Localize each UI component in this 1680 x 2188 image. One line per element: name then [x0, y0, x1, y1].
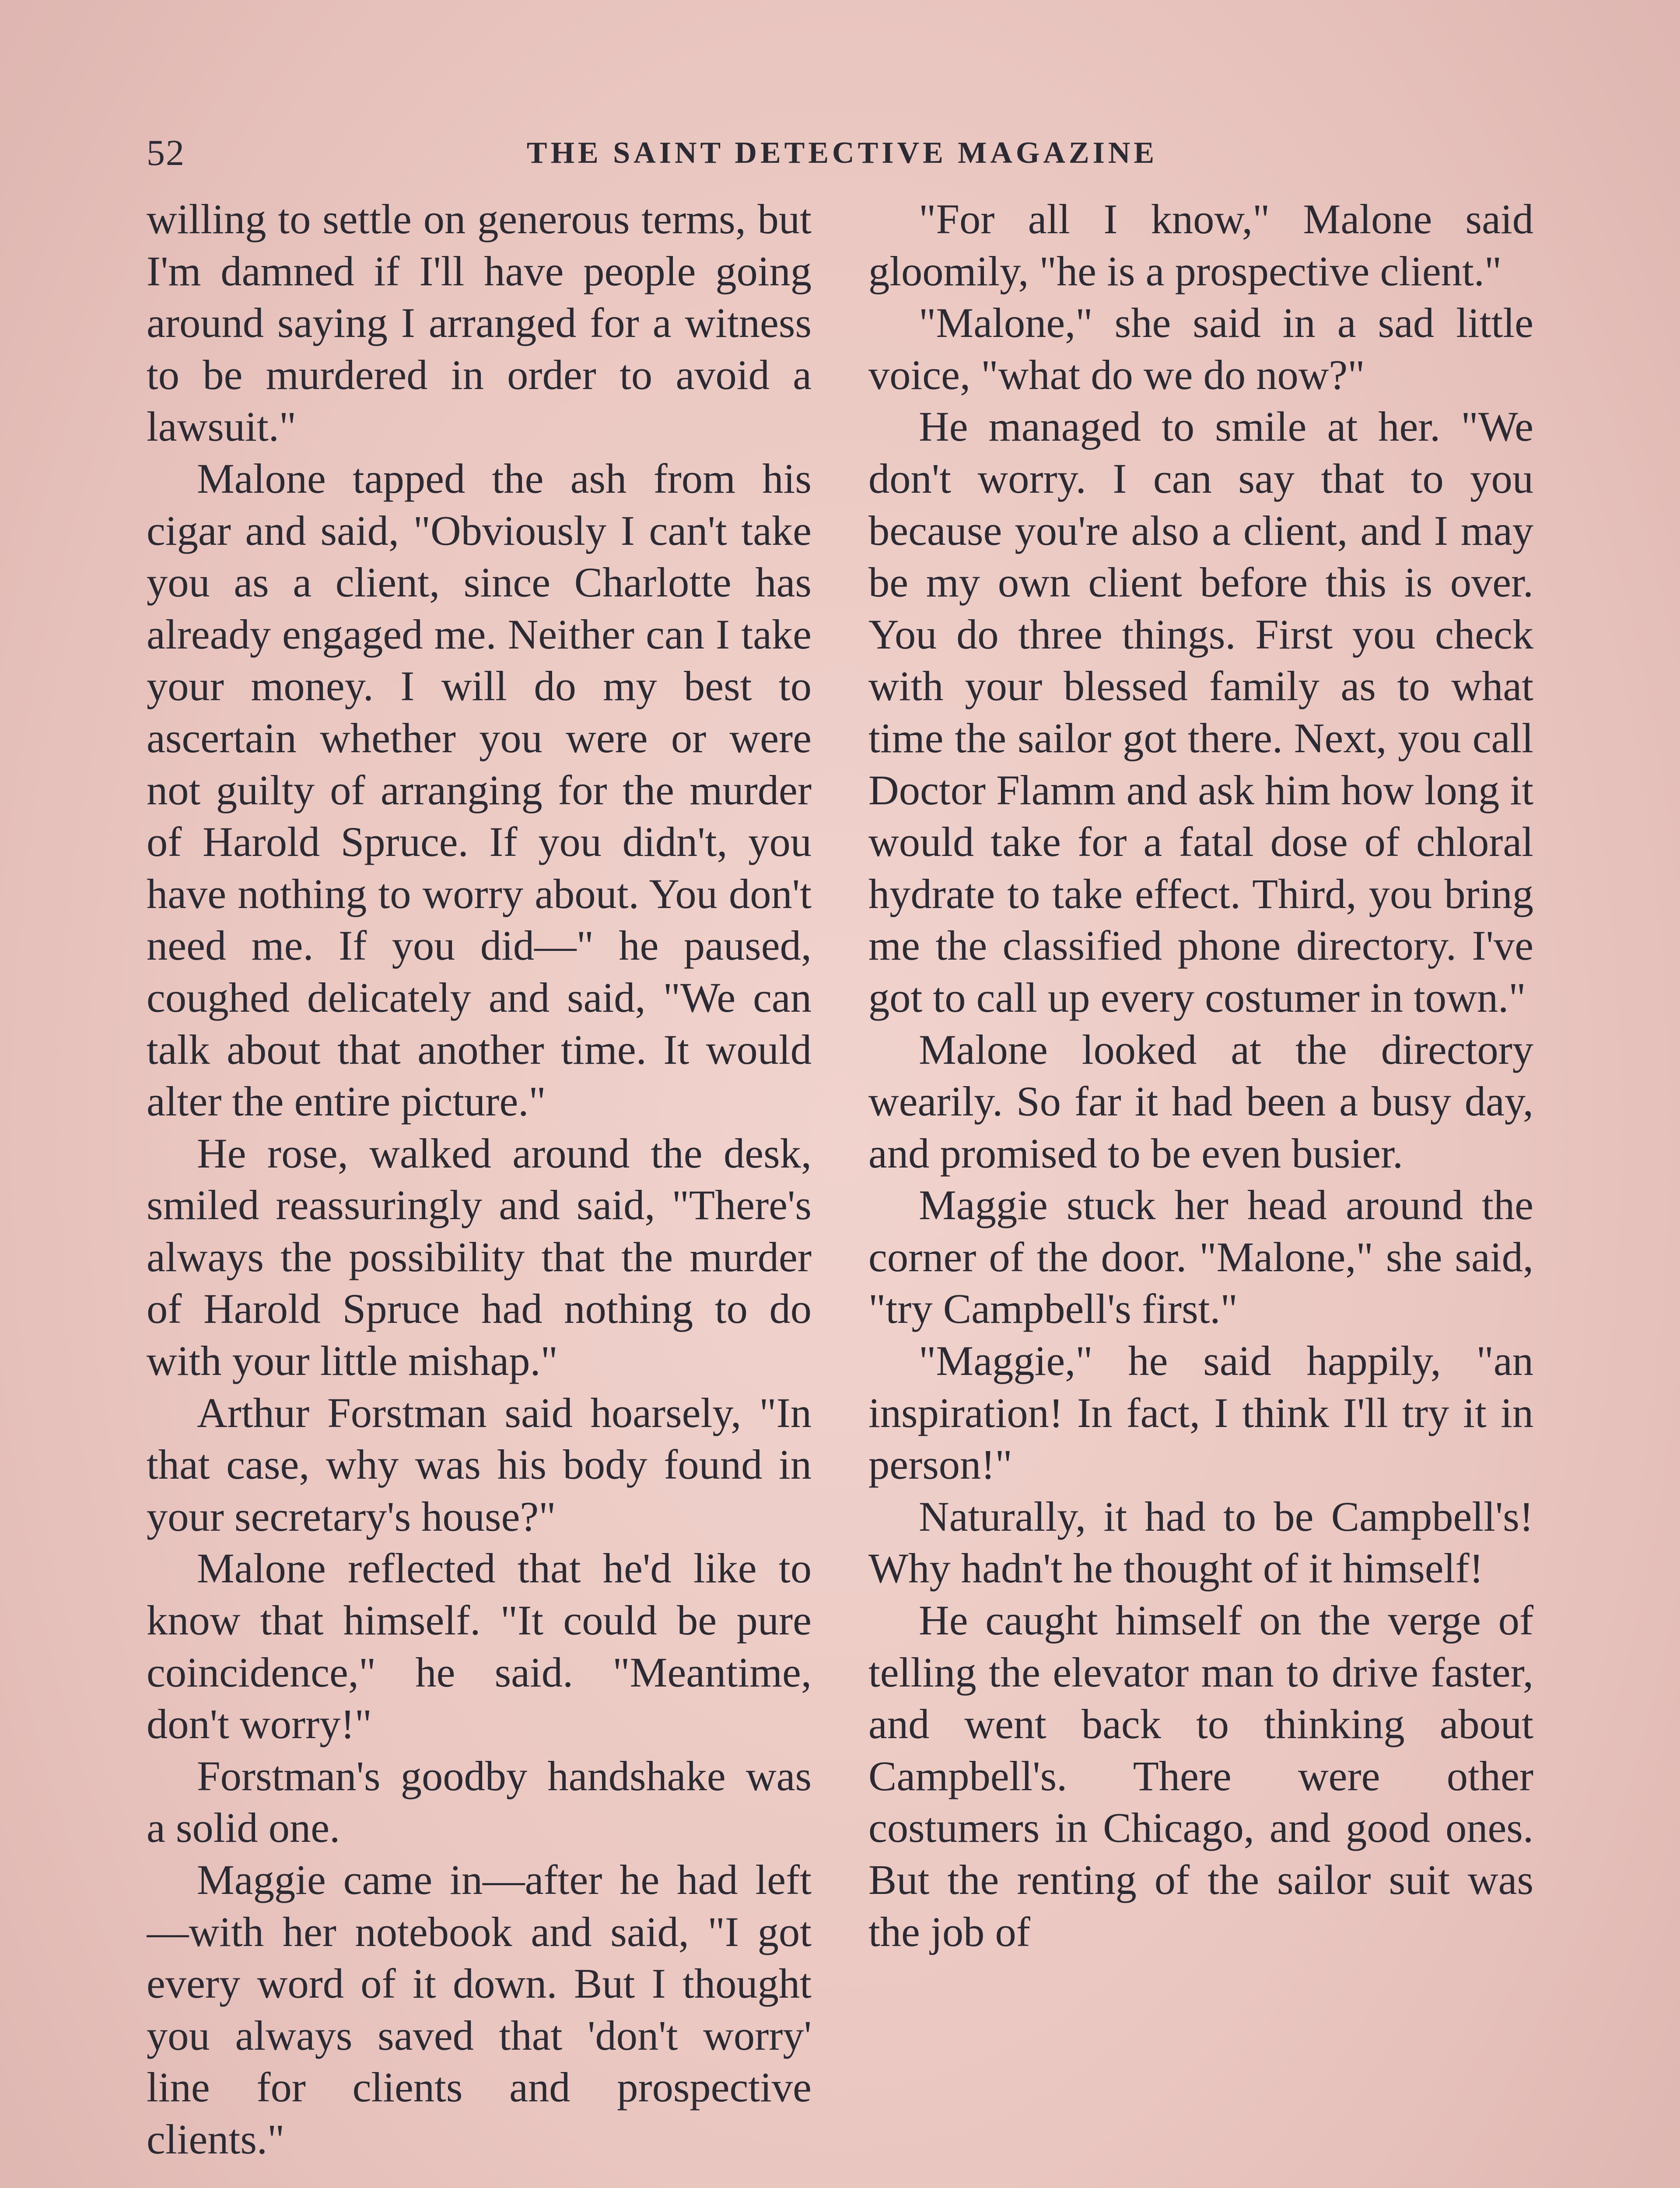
paragraph: Malone tapped the ash from his cigar and said, "Obviously I can't take you as a client, since Charlotte has already engaged me. Neither can I take your money. I will do my best to ascertain whether you were or were not guilty of arranging for the murder of Harold Spruce. If you didn't, you have nothing to worry about. You don't need me. If you did—" he paused, coughed delicately and said, "We can talk about that another time. It would alter the entire picture.": [147, 455, 812, 1125]
paragraph: Maggie came in—after he had left—with her notebook and said, "I got every word of it down. But I thought you always saved that 'don't worry' line for clients and prospective clients.": [147, 1856, 812, 2163]
paragraph: "Maggie," he said happily, "an inspiration! In fact, I think I'll try it in person!": [868, 1337, 1533, 1488]
paragraph: He caught himself on the verge of telling the elevator man to drive faster, and went back to thinking about Campbell's. There were other costumers in Chicago, and good ones. But the renting of the sailor suit was the job of: [868, 1597, 1533, 1955]
paragraph: Malone looked at the directory wearily. So far it had been a busy day, and promised to be even busier.: [868, 1026, 1533, 1177]
paragraph: Naturally, it had to be Campbell's! Why hadn't he thought of it himself!: [868, 1493, 1533, 1592]
paragraph: "For all I know," Malone said gloomily, "he is a prospective client.": [868, 196, 1533, 295]
paragraph: He managed to smile at her. "We don't worry. I can say that to you because you're also a client, and I may be my own client before this is over. You do three things. First you check with your blessed family as to what time the sailor got there. Next, you call Doctor Flamm and ask him how long it would take for a fatal dose of chloral hydrate to take effect. Third, you bring me the classified phone directory. I've got to call up every costumer in town.": [868, 403, 1533, 1021]
paragraph: Malone reflected that he'd like to know that himself. "It could be pure coincidence," he said. "Meantime, don't worry!": [147, 1545, 812, 1748]
page-header: [147, 127, 1538, 179]
right-column: [868, 193, 1533, 2188]
paragraph: willing to settle on generous terms, but I'm damned if I'll have people going around saying I arranged for a witness to be murdered in order to avoid a lawsuit.": [147, 196, 812, 450]
paragraph: "Malone," she said in a sad little voice, "what do we do now?": [868, 299, 1533, 398]
left-column: [147, 193, 812, 2188]
paragraph: He rose, walked around the desk, smiled reassuringly and said, "There's always the possibility that the murder of Harold Spruce had nothing to do with your little mishap.": [147, 1129, 812, 1385]
running-title: THE SAINT DETECTIVE MAGAZINE: [526, 136, 1158, 170]
paragraph: Arthur Forstman said hoarsely, "In that case, why was his body found in your secretary's house?": [147, 1389, 812, 1540]
page-number: 52: [147, 133, 185, 173]
paragraph: Maggie stuck her head around the corner of the door. "Malone," she said, "try Campbell's first.": [868, 1182, 1533, 1332]
paragraph: Forstman's goodby handshake was a solid one.: [147, 1752, 812, 1851]
